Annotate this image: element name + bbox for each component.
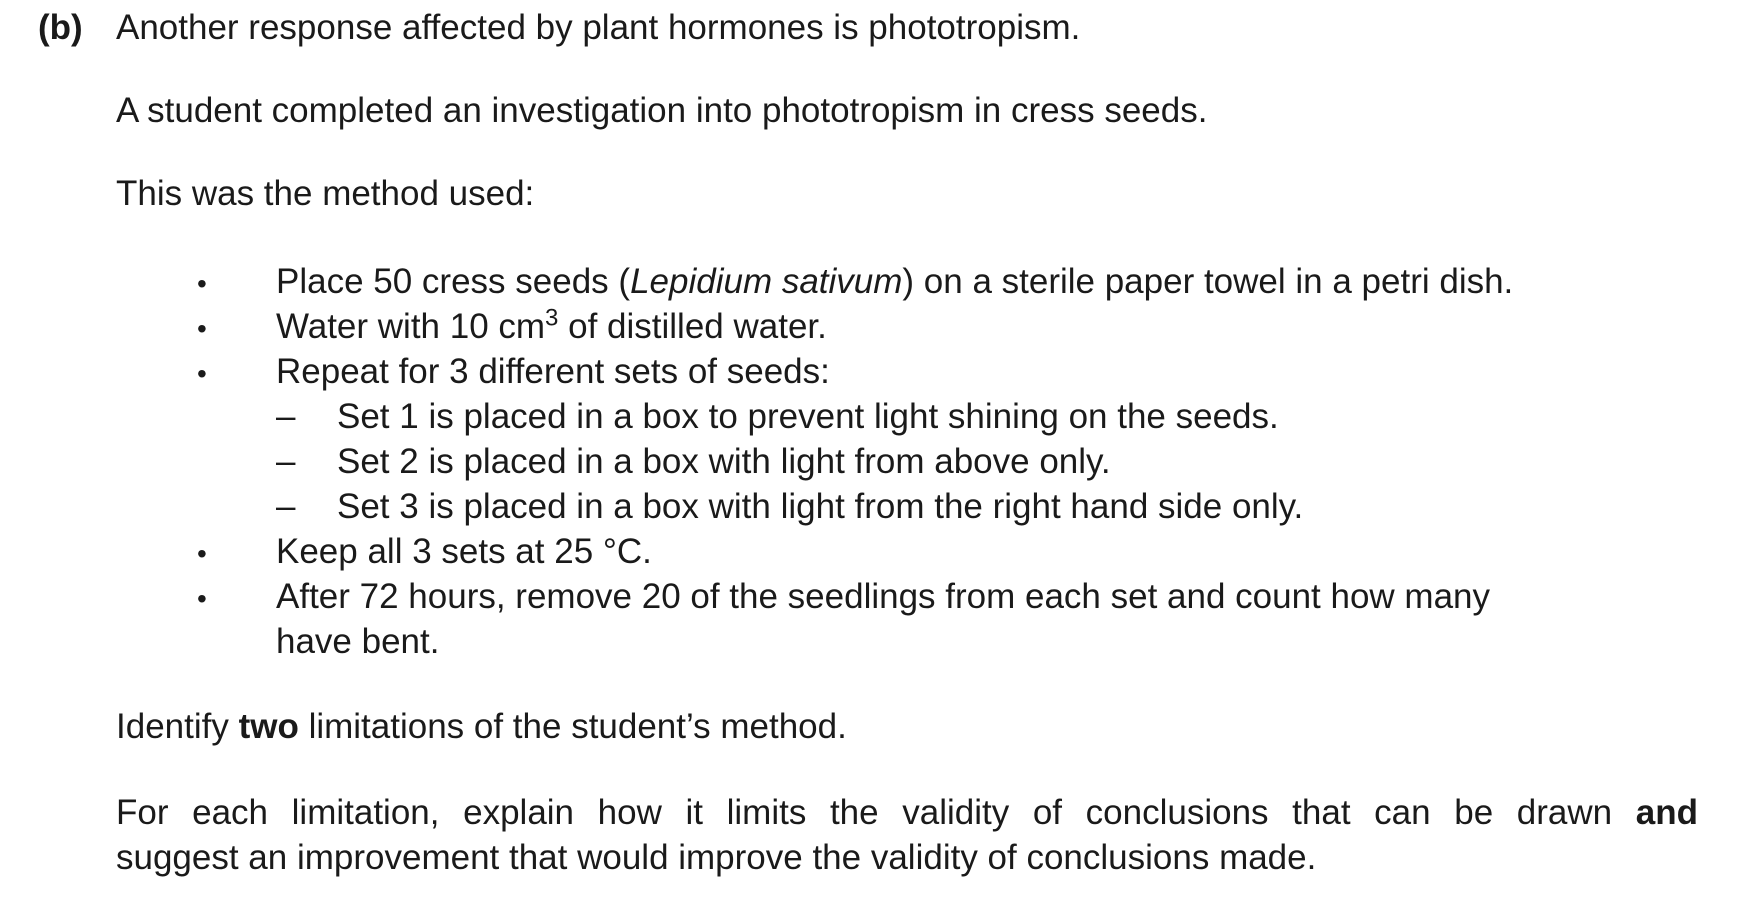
method-step-5-line-2: have bent.	[276, 622, 440, 661]
task-emphasis: two	[238, 707, 299, 746]
task-text: Identify two limitations of the student’s method.	[116, 707, 847, 746]
method-set-1: Set 1 is placed in a box to prevent light shining on the seeds.	[337, 397, 1279, 436]
method-step-3: Repeat for 3 different sets of seeds:	[276, 352, 830, 391]
bullet-icon: •	[197, 313, 207, 344]
part-label: (b)	[38, 8, 83, 47]
species-name: Lepidium sativum	[630, 262, 903, 301]
explain-line-2: suggest an improvement that would improve the validity of conclusions made.	[116, 838, 1317, 877]
method-step-1: Place 50 cress seeds (Lepidium sativum) on a sterile paper towel in a petri dish.	[276, 262, 1514, 301]
bullet-icon: •	[197, 583, 207, 614]
explain-line-1: For each limitation, explain how it limits the validity of conclusions that can be drawn and	[116, 793, 1698, 832]
method-step-4: Keep all 3 sets at 25 °C.	[276, 532, 652, 571]
method-heading: This was the method used:	[116, 174, 535, 213]
method-set-3: Set 3 is placed in a box with light from the right hand side only.	[337, 487, 1304, 526]
intro-text: Another response affected by plant hormones is phototropism.	[116, 8, 1081, 47]
method-set-2: Set 2 is placed in a box with light from above only.	[337, 442, 1111, 481]
dash-icon: –	[276, 397, 296, 436]
dash-icon: –	[276, 442, 296, 481]
method-step-5-line-1: After 72 hours, remove 20 of the seedlings from each set and count how many	[276, 577, 1491, 616]
method-step-2: Water with 10 $cm^3$ of distilled water.	[276, 304, 827, 346]
investigation-text: A student completed an investigation into phototropism in cress seeds.	[116, 91, 1208, 130]
superscript-3: 3	[545, 304, 559, 332]
bullet-icon: •	[197, 268, 207, 299]
explain-emphasis: and	[1635, 793, 1698, 832]
bullet-icon: •	[197, 538, 207, 569]
dash-icon: –	[276, 487, 296, 526]
bullet-icon: •	[197, 358, 207, 389]
